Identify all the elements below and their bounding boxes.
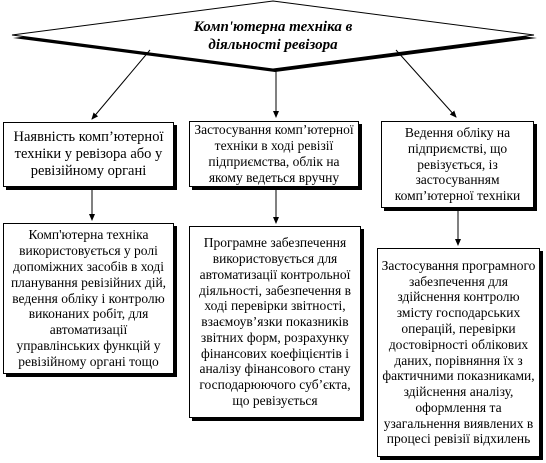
heading-right-text: Ведення обліку на підприємстві, що ревізується, із застосуванням комп’ютерної техніки	[394, 125, 521, 204]
connector-right-top	[396, 50, 456, 117]
heading-middle-text: Застосування комп’ютерної техніки в ході ревізії підприємства, облік на якому ведеться вручну	[194, 122, 354, 185]
detail-left-box	[3, 223, 174, 374]
detail-right-text: Застосування програмного забезпечення для здійснення контролю змісту господарських операцій, перевірки достовірності облікових даних, порівняння їх з фактичними показниками, здійснення аналізу, оформлення та узагальнення виявлених в процесі ревізії відхилень	[381, 257, 536, 447]
heading-left-box	[3, 122, 174, 187]
connector-left-top	[92, 50, 150, 119]
diagram-title: Комп'ютерна техніка в діяльності ревізора	[193, 19, 353, 53]
detail-left-text: Комп'ютерна техніка використовується у ролі допоміжних засобів в ході планування ревізійних дій, ведення обліку і контролю виконаних робіт, для автоматизації управлінських функцій у ревізійному органі тощо	[10, 227, 167, 369]
heading-left-text: Наявність комп’ютерної техніки у ревізора або у ревізійному органі	[13, 128, 164, 180]
detail-right-box	[377, 248, 540, 457]
detail-middle-box	[189, 226, 361, 418]
detail-middle-text: Програмне забезпечення використовується для автоматизації контрольної діяльності, забезпечення в ході перевірки звітності, взаємоув’язки показників звітних форм, розрахунку фінансових коефіцієнтів і аналізу фінансового стану господарюючого суб’єкта, що ревізується	[198, 235, 351, 409]
heading-right-box	[381, 121, 534, 208]
heading-middle-box	[189, 121, 359, 187]
